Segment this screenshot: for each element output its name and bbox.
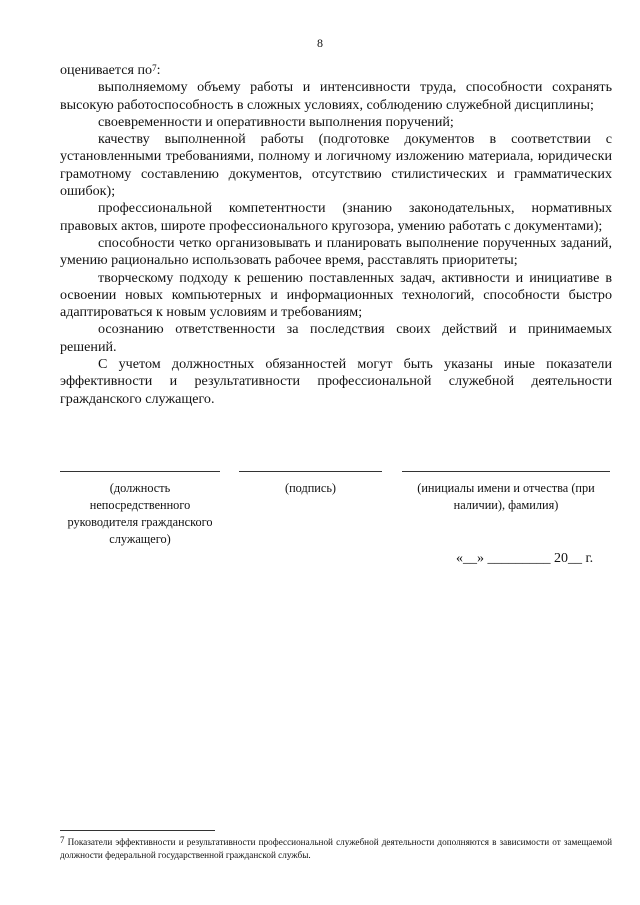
footnote-text: Показатели эффективности и результативности профессиональной служебной деятельности дополняются в зависимости от замещаемой должности федеральной государственной гражданской службы.	[60, 837, 612, 860]
position-signature-line	[60, 471, 220, 472]
closing-paragraph: С учетом должностных обязанностей могут быть указаны иные показатели эффективности и результативности профессиональной служебной деятельности гражданского служащего.	[60, 356, 612, 407]
criterion-item: профессиональной компетентности (знанию законодательных, нормативных правовых актов, широте профессионального кругозора, умению работать с документами);	[60, 200, 612, 234]
criterion-item: качеству выполненной работы (подготовке документов в соответствии с установленными требованиями, полному и логичному изложению материала, юридически грамотному составлению документов, отсутствию стилистических и грамматических ошибок);	[60, 131, 612, 200]
criterion-item: своевременности и оперативности выполнения поручений;	[98, 113, 454, 130]
name-label: (инициалы имени и отчества (при наличии), фамилия)	[417, 481, 595, 512]
criterion-item: творческому подходу к решению поставленных задач, активности и инициативе в освоении новых компьютерных и информационных технологий, способности быстро адаптироваться к новым условиям и требованиям;	[60, 269, 612, 321]
name-signature-line	[402, 471, 610, 472]
footnote	[60, 836, 612, 862]
criterion-item: способности четко организовывать и планировать выполнение порученных заданий, умению рационально использовать рабочее время, расставлять приоритеты;	[60, 234, 612, 269]
signature-label: (подпись)	[284, 481, 337, 495]
criterion-item: выполняемому объему работы и интенсивности труда, способности сохранять высокую работоспособность в сложных условиях, соблюдению служебной дисциплины;	[60, 79, 612, 113]
criterion-item: осознанию ответственности за последствия своих действий и принимаемых решений.	[60, 321, 612, 355]
intro-line	[60, 62, 612, 79]
intro-suffix: :	[156, 62, 161, 78]
date-field: «__» _________ 20__ г.	[456, 551, 594, 566]
intro-text: оценивается по	[60, 62, 153, 78]
signature-line	[239, 471, 382, 472]
footnote-ref: 7	[152, 63, 157, 73]
position-label: (должность непосредственного руководителя гражданского служащего)	[67, 481, 213, 546]
footnote-mark: 7	[60, 835, 65, 845]
page-number: 8	[317, 36, 323, 50]
document-body	[60, 62, 612, 408]
footnote-divider	[60, 830, 215, 831]
